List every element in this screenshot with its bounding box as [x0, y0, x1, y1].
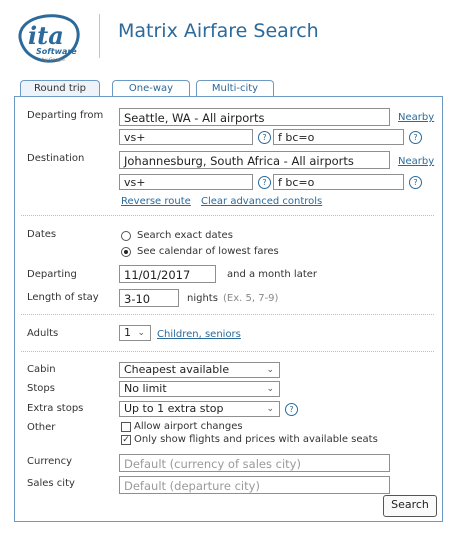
- nearby-departing-link[interactable]: Nearby: [398, 112, 435, 123]
- help-icon[interactable]: ?: [285, 403, 298, 416]
- svg-text:by Google: by Google: [42, 58, 65, 63]
- exact-dates-label: Search exact dates: [137, 230, 233, 241]
- help-icon[interactable]: ?: [409, 131, 422, 144]
- children-seniors-link[interactable]: Children, seniors: [157, 329, 241, 340]
- chevron-down-icon: ⌄: [137, 328, 145, 338]
- help-icon[interactable]: ?: [258, 131, 271, 144]
- destination-extension-code[interactable]: f bc=o: [273, 174, 404, 190]
- departing-from-label: Departing from: [27, 110, 104, 121]
- help-icon[interactable]: ?: [409, 176, 422, 189]
- adults-select[interactable]: [119, 325, 151, 341]
- sales-city-label: Sales city: [27, 478, 75, 489]
- destination-input[interactable]: Johannesburg, South Africa - All airports: [119, 151, 390, 169]
- dates-label: Dates: [27, 229, 57, 240]
- stops-label: Stops: [27, 383, 55, 394]
- destination-label: Destination: [27, 153, 85, 164]
- allow-airport-changes-label: Allow airport changes: [134, 421, 243, 432]
- stops-value: No limit: [124, 382, 167, 395]
- help-icon[interactable]: ?: [258, 176, 271, 189]
- departing-routing-code[interactable]: vs+: [119, 129, 253, 145]
- nearby-destination-link[interactable]: Nearby: [398, 156, 435, 167]
- departing-from-input[interactable]: Seattle, WA - All airports: [119, 108, 390, 126]
- reverse-route-link[interactable]: Reverse route: [121, 196, 191, 207]
- tab-one-way[interactable]: One-way: [112, 80, 190, 96]
- radio-exact-dates[interactable]: [121, 231, 131, 241]
- calendar-label: See calendar of lowest fares: [137, 246, 279, 257]
- extra-stops-value: Up to 1 extra stop: [124, 402, 224, 415]
- nights-label: nights: [187, 293, 218, 304]
- extra-stops-select[interactable]: [119, 401, 280, 417]
- adults-label: Adults: [27, 328, 59, 339]
- section-divider: [21, 314, 434, 315]
- search-button[interactable]: Search: [383, 495, 437, 517]
- other-label: Other: [27, 422, 56, 433]
- stops-select[interactable]: [119, 381, 280, 397]
- sales-city-input[interactable]: Default (departure city): [119, 476, 390, 494]
- extra-stops-label: Extra stops: [27, 403, 84, 414]
- departing-date-label: Departing: [27, 269, 77, 280]
- section-divider: [21, 215, 434, 216]
- available-seats-checkbox[interactable]: ✓: [122, 435, 130, 445]
- cabin-label: Cabin: [27, 364, 56, 375]
- chevron-down-icon: ⌄: [266, 384, 274, 394]
- departing-extension-code[interactable]: f bc=o: [273, 129, 404, 145]
- clear-advanced-link[interactable]: Clear advanced controls: [201, 196, 323, 207]
- departing-date-input[interactable]: 11/01/2017: [119, 265, 216, 283]
- tab-multi-city[interactable]: Multi-city: [196, 80, 274, 96]
- chevron-down-icon: ⌄: [266, 365, 274, 375]
- destination-routing-code[interactable]: vs+: [119, 174, 253, 190]
- section-divider: [21, 351, 434, 352]
- date-range-suffix: and a month later: [227, 269, 318, 280]
- svg-text:ita: ita: [28, 21, 64, 50]
- search-form: [14, 96, 443, 522]
- cabin-value: Cheapest available: [124, 363, 230, 376]
- header: [0, 0, 459, 72]
- adults-value: 1: [124, 326, 131, 339]
- chevron-down-icon: ⌄: [266, 404, 274, 414]
- ita-logo: [14, 8, 88, 66]
- currency-input[interactable]: Default (currency of sales city): [119, 454, 390, 472]
- stay-hint: (Ex. 5, 7-9): [223, 293, 279, 304]
- length-of-stay-label: Length of stay: [27, 292, 99, 303]
- svg-text:Software: Software: [36, 47, 77, 56]
- currency-label: Currency: [27, 456, 73, 467]
- available-seats-label: Only show flights and prices with available seats: [134, 434, 378, 445]
- radio-calendar[interactable]: [121, 247, 131, 257]
- tab-round-trip[interactable]: Round trip: [20, 80, 100, 97]
- allow-airport-changes-checkbox[interactable]: [121, 422, 131, 432]
- length-of-stay-input[interactable]: 3-10: [119, 289, 179, 307]
- cabin-select[interactable]: [119, 362, 280, 378]
- header-divider: [99, 14, 100, 58]
- app-title: Matrix Airfare Search: [118, 20, 319, 42]
